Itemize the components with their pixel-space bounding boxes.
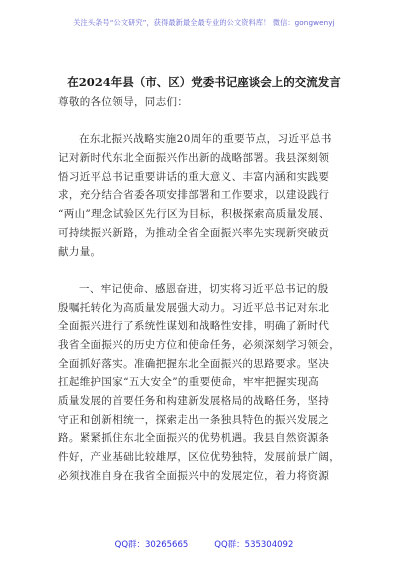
text-line: 质量发展的首要任务和构建新发展格局的战略任务，坚持 (58, 395, 330, 407)
text-line: 悟习近平总书记重要讲话的重大意义、丰富内涵和实践要 (58, 170, 330, 183)
text-line: “两山”理念试验区先行区为目标，积极探索高质量发展、 (58, 208, 330, 221)
text-line: 扛起维护国家“五大安全”的重要使命，牢牢把握实现高 (58, 376, 319, 389)
document-body (58, 93, 358, 485)
text-line: 守正和创新相统一，探索走出一条独具特色的振兴发展之 (58, 413, 330, 426)
footer-contact (0, 538, 408, 550)
text-line: 在东北振兴战略实施20周年的重要节点，习近平总书 (79, 133, 332, 146)
salutation: 尊敬的各位领导，同志们： (58, 96, 189, 108)
text-line: 全面抓好落实。准确把握东北全面振兴的思路要求。坚决 (58, 357, 330, 370)
paragraph-gap (58, 112, 358, 131)
text-line: 全面振兴进行了系统性谋划和战略性安排，明确了新时代 (58, 320, 330, 333)
text-line: 求，充分结合省委各项安排部署和工作要求，以建设践行 (58, 189, 330, 202)
paragraph-section-one (58, 280, 358, 486)
text-line: 殷嘱托转化为高质量发展强大动力。习近平总书记对东北 (58, 301, 330, 314)
document-title: 在2024年县（市、区）党委书记座谈会上的交流发言 (67, 75, 341, 89)
paragraph-intro (58, 130, 358, 261)
footer-qq-group-2: QQ群：535304092 (214, 540, 294, 550)
paragraph-gap (58, 261, 358, 280)
text-line: 献力量。 (58, 245, 102, 258)
text-line: 件好，产业基础比较雄厚，区位优势独特，发展前景广阔， (58, 451, 341, 464)
text-line: 可持续振兴新路，为推动全省全面振兴率先实现新突破贡 (58, 226, 330, 239)
header-banner: 关注头条号“公文研究”，获得最新最全最专业的公文资料库！ 微信：gongwenyj (73, 18, 335, 27)
text-line: 我省全面振兴的历史方位和使命任务，必须深刻学习领会， (58, 338, 341, 351)
text-line: 路。紧紧抓住东北全面振兴的优势机遇。我县自然资源条 (58, 432, 330, 445)
text-line: 一、牢记使命、感恩奋进，切实将习近平总书记的殷 (79, 282, 329, 295)
text-line: 必须找准自身在我省全面振兴中的发展定位，着力将资源 (58, 469, 330, 482)
text-line: 记对新时代东北全面振兴作出新的战略部署。我县深刻领 (58, 152, 330, 165)
footer-qq-group-1: QQ群：30265665 (114, 540, 189, 550)
